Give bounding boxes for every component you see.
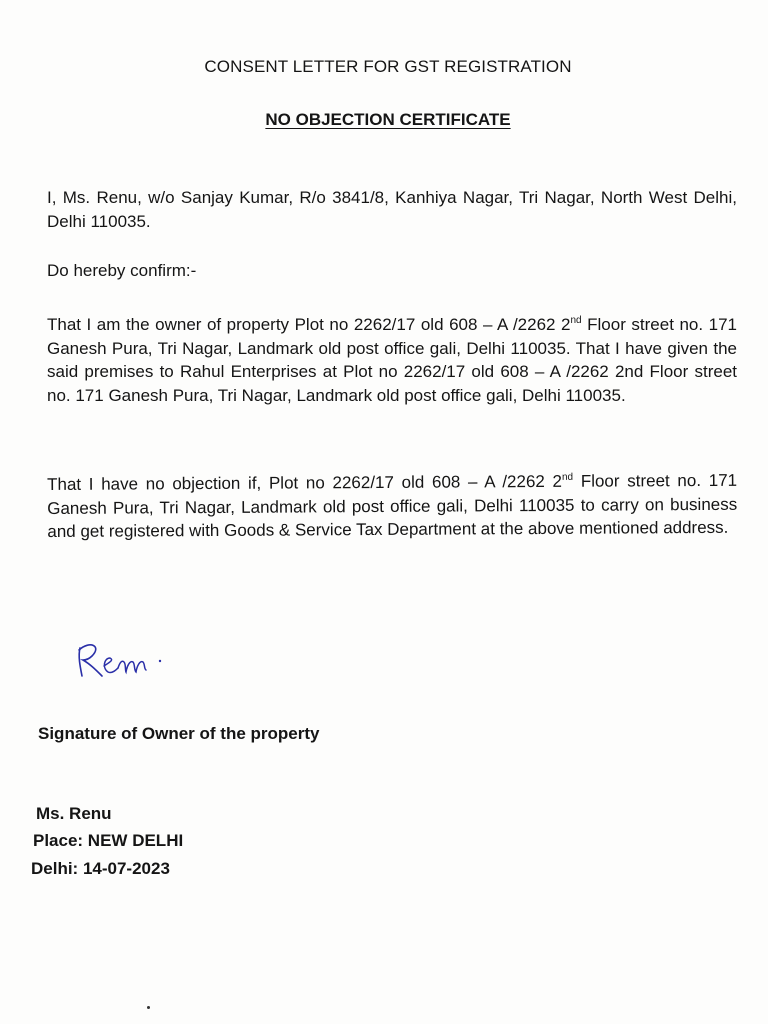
no-objection-ordinal-suffix: nd: [561, 471, 574, 483]
ownership-paragraph: [47, 313, 737, 407]
ownership-text-part1: That I am the owner of property Plot no 2262/17 old 608 – A /2262 2: [47, 315, 571, 334]
no-objection-paragraph: [47, 469, 737, 544]
intro-paragraph: I, Ms. Renu, w/o Sanjay Kumar, R/o 3841/8, Kanhiya Nagar, Tri Nagar, North West Delhi, Delhi 110035.: [47, 188, 737, 231]
ownership-ordinal-suffix: nd: [570, 315, 582, 326]
signature-label: Signature of Owner of the property: [38, 724, 320, 743]
handwritten-signature: [72, 636, 182, 684]
date-line: Delhi: 14-07-2023: [31, 859, 170, 878]
no-objection-text-part2: Floor street no. 171 Ganesh Pura, Tri Nagar, Landmark old post office gali, Delhi 110035 to carry on business and get registered with Goods & Service Tax Department at the above mentioned address.: [47, 470, 738, 541]
confirm-line: Do hereby confirm:-: [47, 261, 197, 280]
letter-subtitle: NO OBJECTION CERTIFICATE: [265, 110, 511, 129]
no-objection-text-part1: That I have no objection if, Plot no 2262/17 old 608 – A /2262 2: [47, 471, 563, 494]
letter-title: CONSENT LETTER FOR GST REGISTRATION: [204, 57, 572, 76]
place-line: Place: NEW DELHI: [33, 831, 184, 850]
owner-name: Ms. Renu: [36, 804, 112, 823]
paper-speck: [147, 1006, 150, 1009]
ownership-text-part2: Floor street no. 171 Ganesh Pura, Tri Nagar, Landmark old post office gali, Delhi 110035. That I have given the said premises to Rahul Enterprises at Plot no 2262/17 old 608 – A /2262 2nd Floor street no. 171 Ganesh Pura, Tri Nagar, Landmark old post office gali, Delhi 110035.: [47, 315, 737, 405]
